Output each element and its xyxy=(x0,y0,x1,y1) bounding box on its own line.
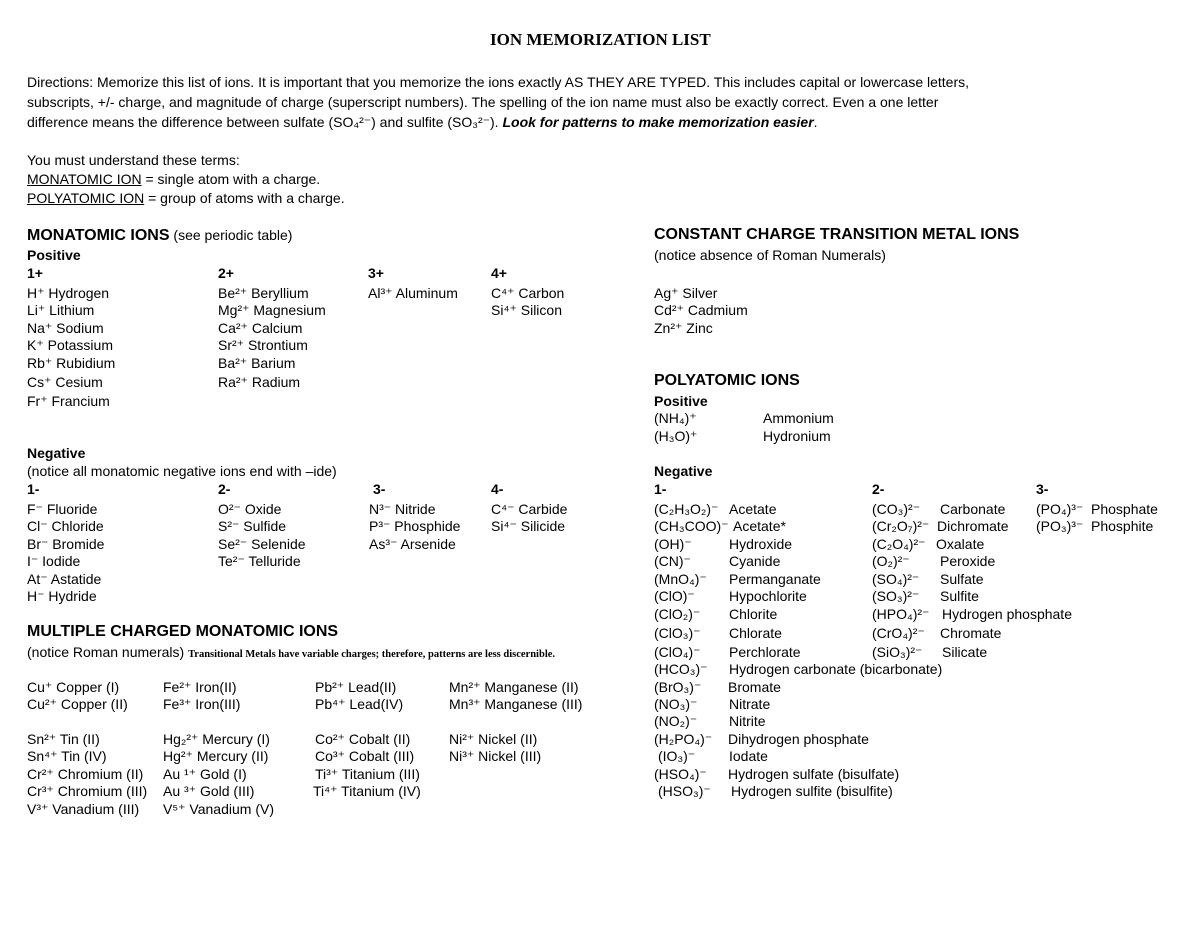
ion-name: Hydrogen sulfite (bisulfite) xyxy=(731,783,893,799)
ion-formula: (BrO₃)⁻ xyxy=(654,679,702,695)
ion-formula: (ClO₂)⁻ xyxy=(654,606,701,622)
poly-header-2: 2- xyxy=(872,481,885,497)
ion-formula: (SiO₃)²⁻ xyxy=(872,644,923,660)
ion-item: O²⁻ Oxide xyxy=(218,501,282,517)
constant-heading: CONSTANT CHARGE TRANSITION METAL IONS xyxy=(654,226,1020,243)
neg-header-3: 3- xyxy=(373,481,386,497)
polyatomic-positive-label: Positive xyxy=(654,393,708,409)
ion-formula: (H₃O)⁺ xyxy=(654,428,698,444)
ion-name: Hydrogen phosphate xyxy=(942,606,1072,622)
ion-item: Co²⁺ Cobalt (II) xyxy=(315,731,411,747)
ion-item: Cu²⁺ Copper (II) xyxy=(27,696,128,712)
ion-item: Be²⁺ Beryllium xyxy=(218,285,309,301)
ion-item: Au ¹⁺ Gold (I) xyxy=(163,766,247,782)
ion-formula: (CO₃)²⁻ xyxy=(872,501,921,517)
ion-formula: (Cr₂O₇)²⁻ xyxy=(872,518,930,534)
ion-item: P³⁻ Phosphide xyxy=(369,518,461,534)
ion-item: Na⁺ Sodium xyxy=(27,320,104,336)
ion-name: Nitrite xyxy=(729,713,766,729)
ion-item: Cd²⁺ Cadmium xyxy=(654,302,748,318)
ion-item: Cs⁺ Cesium xyxy=(27,374,103,390)
ion-name: Dichromate xyxy=(937,518,1009,534)
directions-line-3-end: . xyxy=(813,114,818,130)
ion-name: Hypochlorite xyxy=(729,588,807,604)
pos-header-3: 3+ xyxy=(368,265,384,281)
terms-intro: You must understand these terms: xyxy=(27,152,240,168)
multiple-heading: MULTIPLE CHARGED MONATOMIC IONS xyxy=(27,623,339,640)
directions-patterns-tip: Look for patterns to make memorization easier xyxy=(502,114,814,130)
ion-formula: (MnO₄)⁻ xyxy=(654,571,707,587)
ion-item: Si⁴⁻ Silicide xyxy=(491,518,566,534)
ion-item: Te²⁻ Telluride xyxy=(218,553,301,569)
ion-name: Nitrate xyxy=(729,696,771,712)
page-title: ION MEMORIZATION LIST xyxy=(490,30,711,49)
monatomic-heading-text: MONATOMIC IONS xyxy=(27,227,170,244)
ion-item: H⁺ Hydrogen xyxy=(27,285,110,301)
ion-item: K⁺ Potassium xyxy=(27,337,113,353)
neg-header-1: 1- xyxy=(27,481,40,497)
ion-item: Li⁺ Lithium xyxy=(27,302,95,318)
ion-item: N³⁻ Nitride xyxy=(369,501,436,517)
ion-name: Hydrogen sulfate (bisulfate) xyxy=(728,766,900,782)
ion-formula: (C₂O₄)²⁻ xyxy=(872,536,926,552)
monatomic-negative-label: Negative xyxy=(27,445,86,461)
ion-item: Zn²⁺ Zinc xyxy=(654,320,713,336)
directions-line-3-text: difference means the difference between sulfate (SO₄²⁻) and sulfite (SO₃²⁻). xyxy=(27,114,499,130)
ion-name: Perchlorate xyxy=(729,644,801,660)
monatomic-heading-note: (see periodic table) xyxy=(169,227,293,243)
ion-item: Ag⁺ Silver xyxy=(654,285,718,301)
directions-line-3 xyxy=(27,114,818,130)
ion-formula: (NO₂)⁻ xyxy=(654,713,698,729)
ion-item: Ra²⁺ Radium xyxy=(218,374,301,390)
ion-item: Fe²⁺ Iron(II) xyxy=(163,679,237,695)
ion-name: Peroxide xyxy=(940,553,996,569)
multiple-note xyxy=(27,644,555,663)
ion-formula: (OH)⁻ xyxy=(654,536,692,552)
ion-formula: (PO₄)³⁻ xyxy=(1036,501,1084,517)
ion-name: Sulfate xyxy=(940,571,984,587)
pos-header-1: 1+ xyxy=(27,265,43,281)
term-monatomic-label: MONATOMIC ION xyxy=(27,171,142,187)
ion-item: S²⁻ Sulfide xyxy=(218,518,287,534)
ion-item: At⁻ Astatide xyxy=(27,571,102,587)
ion-name: Chromate xyxy=(940,625,1002,641)
ion-formula: (CrO₄)²⁻ xyxy=(872,625,925,641)
monatomic-heading xyxy=(27,227,292,244)
ion-item: Si⁴⁺ Silicon xyxy=(491,302,562,318)
monatomic-positive-label: Positive xyxy=(27,247,81,263)
monatomic-negative-note: (notice all monatomic negative ions end with –ide) xyxy=(27,463,337,479)
term-monatomic xyxy=(27,171,320,187)
ion-item: Br⁻ Bromide xyxy=(27,536,105,552)
ion-item: Sn⁴⁺ Tin (IV) xyxy=(27,748,107,764)
ion-formula: (HSO₃)⁻ xyxy=(658,783,711,799)
term-polyatomic-label: POLYATOMIC ION xyxy=(27,190,145,206)
ion-name: Phosphite xyxy=(1091,518,1154,534)
ion-formula: (NH₄)⁺ xyxy=(654,410,697,426)
neg-header-4: 4- xyxy=(491,481,504,497)
ion-name: Acetate* xyxy=(733,518,786,534)
ion-formula: (IO₃)⁻ xyxy=(658,748,696,764)
ion-item: V³⁺ Vanadium (III) xyxy=(27,801,140,817)
ion-item: Ba²⁺ Barium xyxy=(218,355,296,371)
ion-item: Hg₂²⁺ Mercury (I) xyxy=(163,731,270,747)
ion-item: Cr³⁺ Chromium (III) xyxy=(27,783,148,799)
polyatomic-negative-label: Negative xyxy=(654,463,713,479)
ion-formula: (HCO₃)⁻ xyxy=(654,661,708,677)
ion-formula: (NO₃)⁻ xyxy=(654,696,698,712)
ion-item: Ti³⁺ Titanium (III) xyxy=(315,766,420,782)
ion-item: Ni³⁺ Nickel (III) xyxy=(449,748,542,764)
ion-item: As³⁻ Arsenide xyxy=(369,536,456,552)
ion-name: Permanganate xyxy=(729,571,821,587)
ion-item: I⁻ Iodide xyxy=(27,553,81,569)
ion-formula: (CH₃COO)⁻ xyxy=(654,518,729,534)
ion-name: Chlorate xyxy=(729,625,782,641)
constant-note: (notice absence of Roman Numerals) xyxy=(654,247,886,263)
directions-line-1: Directions: Memorize this list of ions. It is important that you memorize the ions exactly AS THEY ARE TYPED. This includes capital or lowercase letters, xyxy=(27,74,970,90)
ion-name: Cyanide xyxy=(729,553,781,569)
ion-formula: (ClO₄)⁻ xyxy=(654,644,701,660)
ion-item: Fr⁺ Francium xyxy=(27,393,110,409)
directions-line-2: subscripts, +/- charge, and magnitude of charge (superscript numbers). The spelling of the ion name must also be exactly correct. Even a one letter xyxy=(27,94,939,110)
ion-formula: (H₂PO₄)⁻ xyxy=(654,731,713,747)
ion-name: Dihydrogen phosphate xyxy=(728,731,869,747)
multiple-note-bold: Transitional Metals have variable charges; therefore, patterns are less discernible. xyxy=(188,649,556,660)
ion-name: Hydronium xyxy=(763,428,831,444)
ion-name: Iodate xyxy=(729,748,768,764)
ion-item: H⁻ Hydride xyxy=(27,588,97,604)
neg-header-2: 2- xyxy=(218,481,231,497)
ion-name: Hydroxide xyxy=(729,536,793,552)
ion-item: Cr²⁺ Chromium (II) xyxy=(27,766,144,782)
ion-item: V⁵⁺ Vanadium (V) xyxy=(163,801,274,817)
pos-header-2: 2+ xyxy=(218,265,234,281)
ion-item: Mn³⁺ Manganese (III) xyxy=(449,696,583,712)
polyatomic-heading: POLYATOMIC IONS xyxy=(654,372,800,389)
ion-item: Pb⁴⁺ Lead(IV) xyxy=(315,696,404,712)
ion-formula: (ClO₃)⁻ xyxy=(654,625,701,641)
ion-item: Cl⁻ Chloride xyxy=(27,518,104,534)
ion-item: C⁴⁻ Carbide xyxy=(491,501,568,517)
ion-item: Sr²⁺ Strontium xyxy=(218,337,308,353)
ion-item: Rb⁺ Rubidium xyxy=(27,355,116,371)
ion-name: Acetate xyxy=(729,501,777,517)
ion-name: Bromate xyxy=(728,679,781,695)
ion-name: Oxalate xyxy=(936,536,985,552)
ion-formula: (ClO)⁻ xyxy=(654,588,695,604)
ion-name: Ammonium xyxy=(763,410,834,426)
ion-name: Sulfite xyxy=(940,588,979,604)
ion-formula: (HPO₄)²⁻ xyxy=(872,606,930,622)
ion-item: Au ³⁺ Gold (III) xyxy=(163,783,255,799)
ion-item: Al³⁺ Aluminum xyxy=(368,285,458,301)
ion-formula: (O₂)²⁻ xyxy=(872,553,910,569)
poly-header-3: 3- xyxy=(1036,481,1049,497)
ion-item: Fe³⁺ Iron(III) xyxy=(163,696,241,712)
ion-formula: (CN)⁻ xyxy=(654,553,691,569)
poly-header-1: 1- xyxy=(654,481,667,497)
ion-item: Cu⁺ Copper (I) xyxy=(27,679,120,695)
ion-item: Mn²⁺ Manganese (II) xyxy=(449,679,579,695)
multiple-note-text: (notice Roman numerals) xyxy=(27,644,185,660)
ion-formula: (HSO₄)⁻ xyxy=(654,766,707,782)
ion-name: Chlorite xyxy=(729,606,778,622)
ion-name: Phosphate xyxy=(1091,501,1158,517)
ion-item: Sn²⁺ Tin (II) xyxy=(27,731,100,747)
ion-item: Ni²⁺ Nickel (II) xyxy=(449,731,538,747)
pos-header-4: 4+ xyxy=(491,265,507,281)
ion-item: F⁻ Fluoride xyxy=(27,501,98,517)
term-polyatomic xyxy=(27,190,345,206)
ion-item: Se²⁻ Selenide xyxy=(218,536,306,552)
ion-item: C⁴⁺ Carbon xyxy=(491,285,565,301)
ion-name: Silicate xyxy=(942,644,988,660)
ion-formula: (PO₃)³⁻ xyxy=(1036,518,1084,534)
ion-formula: (SO₄)²⁻ xyxy=(872,571,920,587)
ion-formula: (SO₃)²⁻ xyxy=(872,588,920,604)
term-monatomic-definition: = single atom with a charge. xyxy=(141,171,321,187)
ion-item: Hg²⁺ Mercury (II) xyxy=(163,748,269,764)
ion-formula: (C₂H₃O₂)⁻ xyxy=(654,501,719,517)
term-polyatomic-definition: = group of atoms with a charge. xyxy=(144,190,345,206)
ion-name: Carbonate xyxy=(940,501,1006,517)
ion-item: Co³⁺ Cobalt (III) xyxy=(315,748,415,764)
ion-item: Ti⁴⁺ Titanium (IV) xyxy=(313,783,421,799)
ion-name: Hydrogen carbonate (bicarbonate) xyxy=(729,661,943,677)
ion-item: Pb²⁺ Lead(II) xyxy=(315,679,397,695)
ion-item: Ca²⁺ Calcium xyxy=(218,320,303,336)
ion-item: Mg²⁺ Magnesium xyxy=(218,302,326,318)
